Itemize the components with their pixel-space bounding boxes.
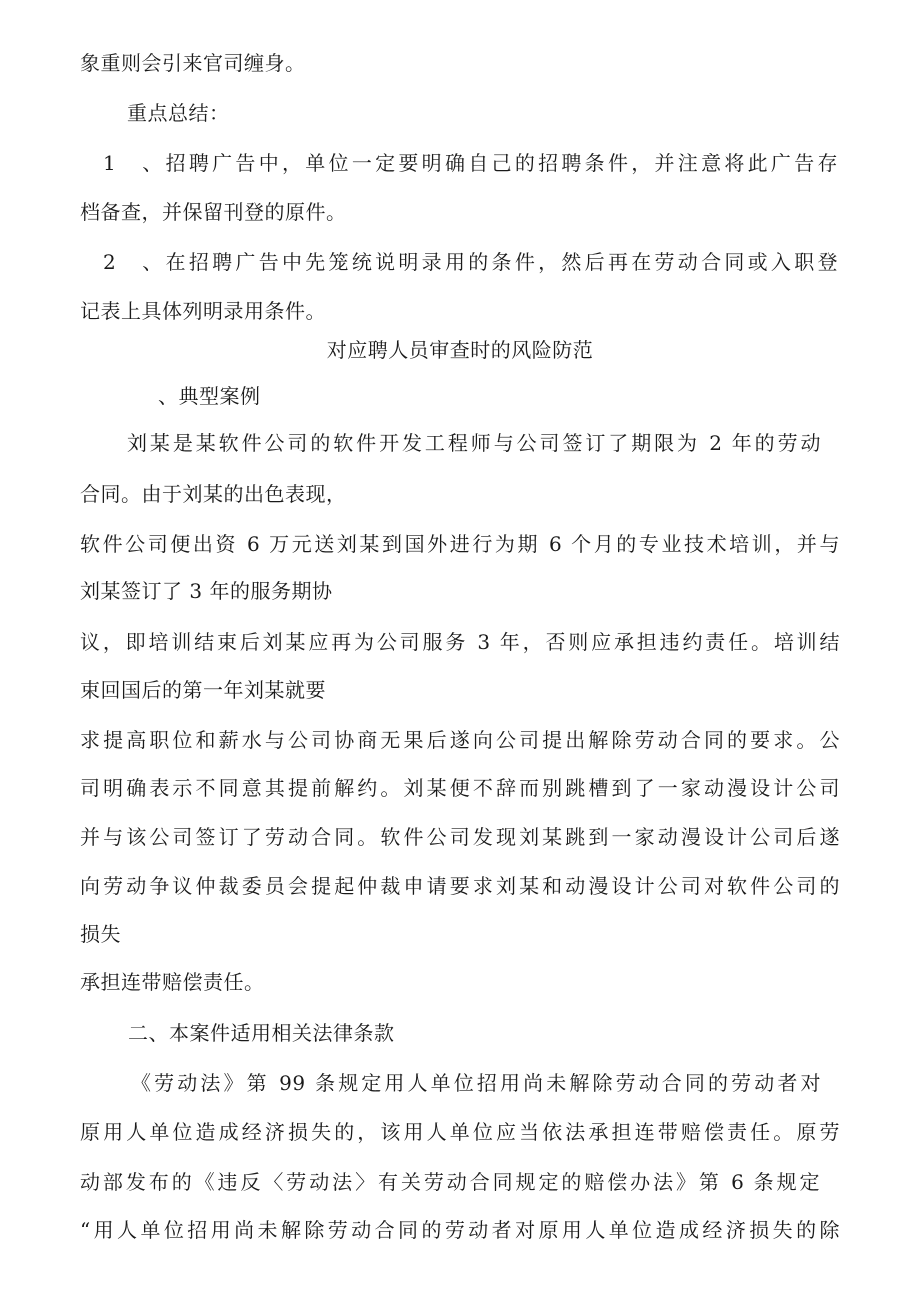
case-paragraph-line-7: 求提高职位和薪水与公司协商无果后遂向公司提出解除劳动合同的要求。公 bbox=[80, 728, 840, 752]
case-paragraph-line-12: 承担连带赔偿责任。 bbox=[80, 970, 265, 994]
law-paragraph-line-3: 动部发布的《违反〈劳动法〉有关劳动合同规定的赔偿办法》第 6 条规定 bbox=[80, 1170, 820, 1194]
case-paragraph-line-8: 司明确表示不同意其提前解约。刘某便不辞而别跳槽到了一家动漫设计公司 bbox=[80, 776, 840, 800]
key-summary-heading: 重点总结： bbox=[127, 101, 230, 125]
case-paragraph-line-10: 向劳动争议仲裁委员会提起仲裁申请要求刘某和动漫设计公司对软件公司的 bbox=[80, 874, 840, 898]
case-paragraph-line-9: 并与该公司签订了劳动合同。软件公司发现刘某跳到一家动漫设计公司后遂 bbox=[80, 825, 840, 849]
law-paragraph-line-1: 《劳动法》第 99 条规定用人单位招用尚未解除劳动合同的劳动者对 bbox=[131, 1071, 821, 1095]
section-two-heading: 二、本案件适用相关法律条款 bbox=[128, 1021, 395, 1045]
typical-case-heading: 、典型案例 bbox=[158, 384, 261, 408]
law-paragraph-line-2: 原用人单位造成经济损失的，该用人单位应当依法承担连带赔偿责任。原劳 bbox=[80, 1120, 840, 1144]
case-paragraph-line-1: 刘某是某软件公司的软件开发工程师与公司签订了期限为 2 年的劳动 bbox=[127, 431, 821, 455]
text-line-continuation: 象重则会引来官司缠身。 bbox=[80, 51, 306, 75]
summary-item-1-line-2: 档备查，并保留刊登的原件。 bbox=[80, 200, 347, 224]
summary-item-2-line-1: 2 、在招聘广告中先笼统说明录用的条件，然后再在劳动合同或入职登 bbox=[103, 250, 838, 274]
case-paragraph-line-11: 损失 bbox=[80, 922, 121, 946]
case-paragraph-line-2: 合同。由于刘某的出色表现， bbox=[80, 482, 347, 506]
law-paragraph-line-4: “用人单位招用尚未解除劳动合同的劳动者对原用人单位造成经济损失的除 bbox=[80, 1218, 840, 1242]
case-paragraph-line-5: 议，即培训结束后刘某应再为公司服务 3 年，否则应承担违约责任。培训结 bbox=[80, 630, 840, 654]
case-paragraph-line-4: 刘某签订了 3 年的服务期协 bbox=[80, 579, 333, 603]
case-paragraph-line-6: 束回国后的第一年刘某就要 bbox=[80, 678, 326, 702]
summary-item-1-line-1: 1 、招聘广告中，单位一定要明确自己的招聘条件，并注意将此广告存 bbox=[103, 151, 838, 175]
section-title: 对应聘人员审查时的风险防范 bbox=[326, 338, 594, 362]
summary-item-2-line-2: 记表上具体列明录用条件。 bbox=[80, 299, 326, 323]
case-paragraph-line-3: 软件公司便出资 6 万元送刘某到国外进行为期 6 个月的专业技术培训，并与 bbox=[80, 532, 840, 556]
